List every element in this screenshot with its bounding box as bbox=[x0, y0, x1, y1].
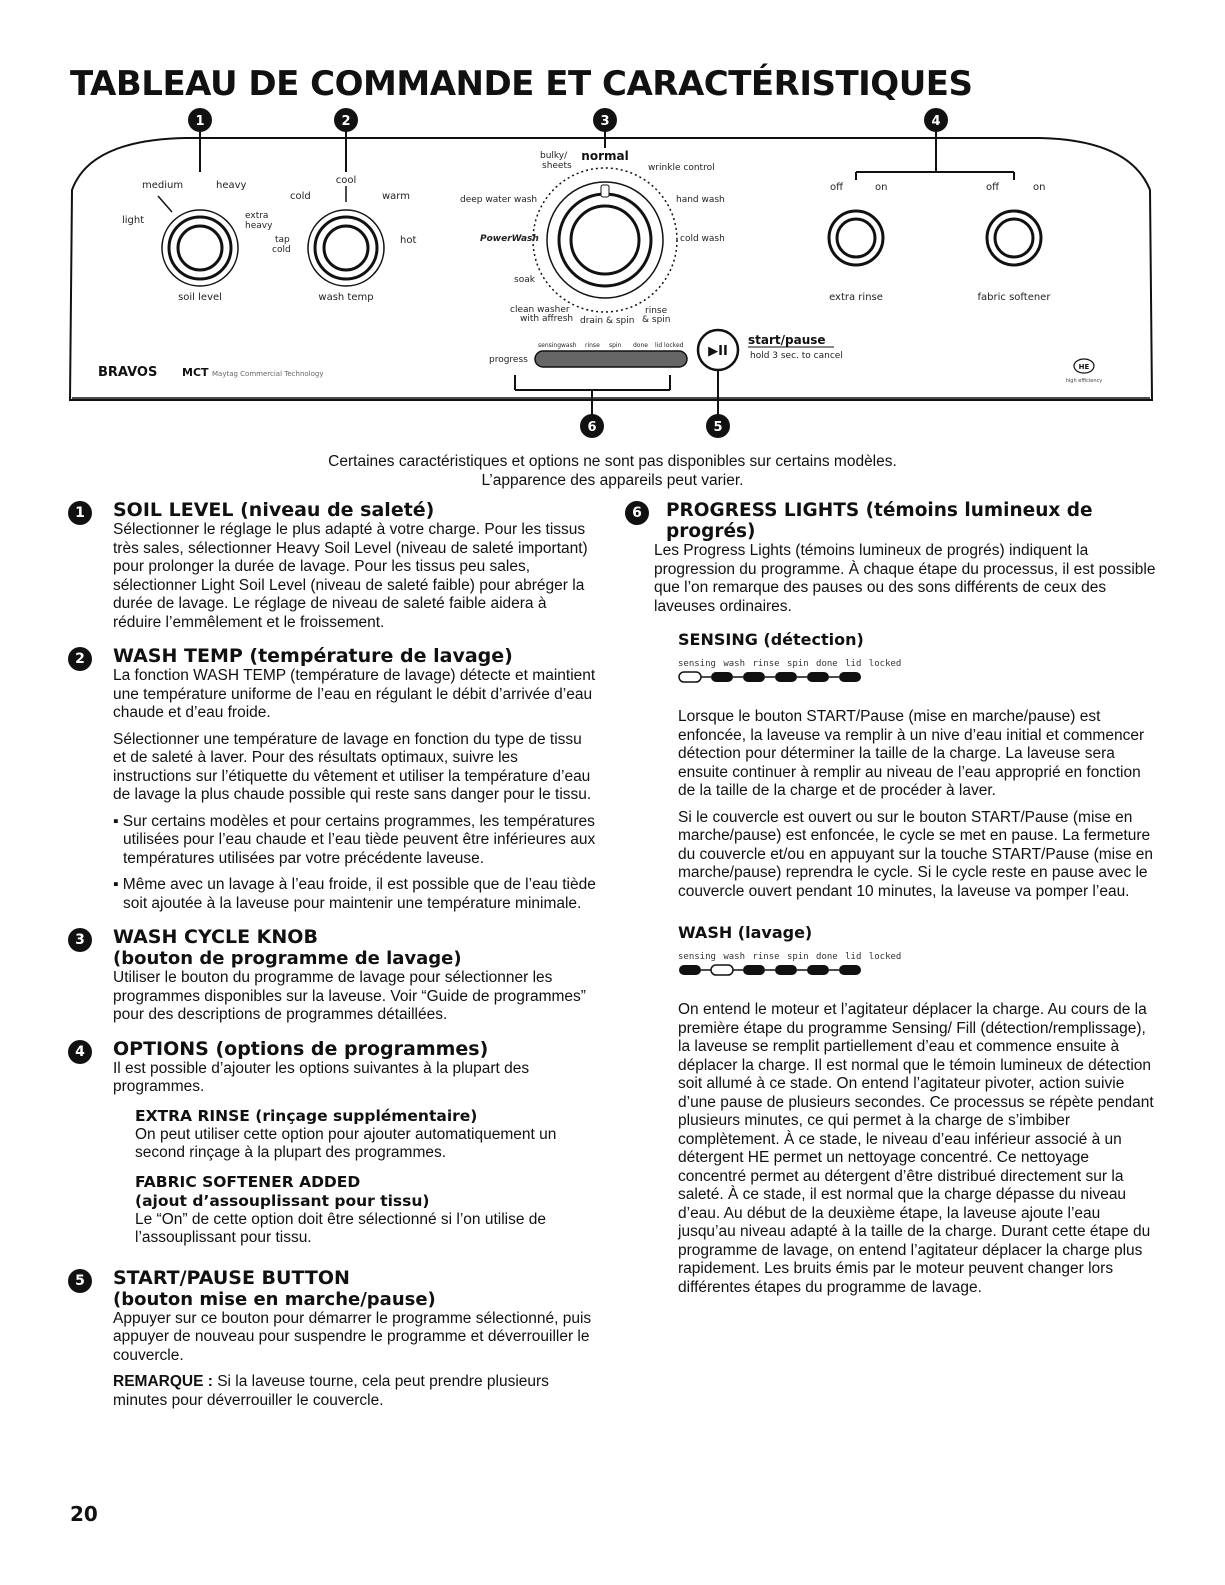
temp-tap-cold-label: cold bbox=[272, 245, 291, 255]
wash-lights bbox=[678, 952, 1160, 983]
disclaimer bbox=[0, 452, 1225, 490]
section-subtitle: (bouton de programme de lavage) bbox=[113, 948, 462, 969]
remark-label: REMARQUE : bbox=[113, 1373, 213, 1390]
mct-subtitle: Maytag Commercial Technology bbox=[212, 370, 324, 378]
wash-paragraph: On entend le moteur et l’agitateur déplacer la charge. Au cours de la première étape du programme Sensing/ Fill (détection/remplissage), la laveuse se remplit partiellement d’eau et commence ensuite à déplacer la charge. Il est normal que le témoin lumineux de détection soit allumé à ce stade. On entend l’agitateur pivoter, action suivie d’une pause de plusieurs secondes. Ce processus se répète pendant plusieurs minutes, ce qui permet à la charge de s’imbiber complètement. À ce stade, le niveau d’eau inférieur associé à un détergent HE permet un nettoyage concentré. Ce nettoyage concentré permet au détergent d’être distribué directement sur la saleté. À ce stade, il est normal que la charge dépasse du niveau d’eau. Au début de la deuxième étape, la laveuse ajoute l’eau jusqu’au niveau adapté à la taille de la charge. Durant cette étape du programme de lavage, on entend l’agitateur déplacer la charge plus rapidement. Les bruits émis par le moteur peuvent changer lors différentes étapes du programme de lavage. bbox=[678, 1001, 1154, 1296]
section-number-badge: 2 bbox=[68, 647, 92, 671]
option-paragraph: Le “On” de cette option doit être sélectionné si l’on utilise de l’assouplissant pour tissu. bbox=[135, 1210, 546, 1246]
section-title: WASH TEMP (température de lavage) bbox=[113, 645, 513, 667]
control-panel-illustration bbox=[0, 100, 1225, 445]
section-paragraph: Les Progress Lights (témoins lumineux de progrés) indiquent la progression du programme. À chaque étape du processus, il est possible que l’on remarque des pauses ou des sons différents de ceux des laveuses ordinaires. bbox=[654, 542, 1156, 615]
light-pill-on bbox=[775, 965, 797, 975]
sensing-title: SENSING (détection) bbox=[678, 630, 864, 649]
cycle-bulky-label: bulky/ bbox=[540, 151, 568, 161]
section-paragraph: Il est possible d’ajouter les options suivantes à la plupart des programmes. bbox=[113, 1059, 530, 1095]
cycle-clean-affresh-label: with affresh bbox=[520, 314, 574, 324]
cycle-clean-washer-label: clean washer bbox=[510, 305, 570, 315]
option-extra-rinse bbox=[113, 1107, 598, 1163]
soil-extra-label: extra bbox=[245, 211, 269, 221]
progress-step-label: done bbox=[633, 342, 648, 349]
temp-cold-label: cold bbox=[290, 191, 311, 202]
cycle-rinse-label: rinse bbox=[645, 306, 668, 316]
play-pause-icon: ▶II bbox=[708, 344, 728, 359]
sensing-paragraph: Si le couvercle est ouvert ou sur le bouton START/Pause (mise en marche/pause) est enfoncée, le cycle se met en pause. La fermeture du couvercle et/ou en appuyant sur la touche START/Pause (mise en marche/pause) reprendra le cycle. Si le cycle reste en pause avec le couvercle ouvert pendant 10 minutes, la laveuse va pomper l’eau. bbox=[678, 808, 1154, 900]
disclaimer-line-2: L’apparence des appareils peut varier. bbox=[481, 472, 744, 489]
light-pill-on bbox=[807, 965, 829, 975]
section-subtitle: (bouton mise en marche/pause) bbox=[113, 1288, 436, 1310]
progress-step-label: lid locked bbox=[655, 342, 684, 349]
temp-warm-label: warm bbox=[382, 191, 410, 202]
remark-paragraph bbox=[113, 1373, 598, 1410]
fabric-softener-off-label: off bbox=[986, 182, 1000, 193]
section-number-badge: 1 bbox=[68, 501, 92, 525]
fabric-softener-label: fabric softener bbox=[977, 292, 1051, 303]
bullet-item: ▪ Même avec un lavage à l’eau froide, il est possible que de l’eau tiède soit ajoutée à la laveuse pour maintenir une température minimale. bbox=[113, 876, 596, 912]
page-title: TABLEAU DE COMMANDE ET CARACTÉRISTIQUES bbox=[70, 64, 973, 104]
cycle-sheets-label: sheets bbox=[542, 161, 572, 171]
callout-5-number: 5 bbox=[713, 420, 723, 435]
section-paragraph: Appuyer sur ce bouton pour démarrer le programme sélectionné, puis appuyer de nouveau pour suspendre le programme et déverrouiller le couvercle. bbox=[113, 1309, 592, 1364]
soil-extra-heavy-label: heavy bbox=[245, 221, 273, 231]
extra-rinse-on-label: on bbox=[875, 182, 888, 193]
cycle-powerwash-label: PowerWash bbox=[480, 234, 539, 244]
section-paragraph: Sélectionner une température de lavage en fonction du type de tissu et de saleté à laver. Pour des résultats optimaux, suivre les instructions sur l’étiquette du vêtement et utiliser la température d’eau de lavage la plus chaude possible qui reste sans danger pour le tissu. bbox=[113, 730, 592, 803]
section-title: OPTIONS (options de programmes) bbox=[113, 1037, 489, 1060]
cycle-soak-label: soak bbox=[514, 275, 535, 285]
extra-rinse-off-label: off bbox=[830, 182, 844, 193]
option-title: (ajout d’assouplissant pour tissu) bbox=[135, 1191, 430, 1210]
progress-step-label: spin bbox=[609, 342, 622, 349]
wash-block bbox=[640, 923, 1160, 1297]
brand-logo: BRAVOS bbox=[98, 365, 158, 380]
temp-cool-label: cool bbox=[335, 175, 357, 186]
option-fabric-softener bbox=[113, 1173, 598, 1248]
cycle-wrinkle-label: wrinkle control bbox=[648, 163, 715, 173]
soil-level-label: soil level bbox=[178, 292, 222, 303]
section-paragraph: La fonction WASH TEMP (température de lavage) détecte et maintient une température uniforme de l’eau en régulant le débit d’arrivée d’eau chaude et d’eau froide. bbox=[113, 667, 596, 721]
section-paragraph: Sélectionner le réglage le plus adapté à votre charge. Pour les tissus très sales, sélectionner Heavy Soil Level (niveau de saleté important) pour prolonger la durée de lavage. Pour les tissus peu sales, sélectionner Light Soil Level (niveau de saleté faible) pour abréger la durée de lavage. Le réglage de niveau de saleté faible aidera à réduire l’emmêlement et le froissement. bbox=[113, 521, 588, 631]
light-pill-wash-off bbox=[711, 965, 733, 975]
sensing-block bbox=[640, 630, 1160, 901]
section-number-badge: 4 bbox=[68, 1040, 92, 1064]
cycle-cold-wash-label: cold wash bbox=[680, 234, 725, 244]
mct-logo: MCT bbox=[182, 366, 209, 379]
section-number-badge: 3 bbox=[68, 928, 92, 952]
option-paragraph: On peut utiliser cette option pour ajouter automatiquement un second rinçage à la plupart des programmes. bbox=[135, 1125, 557, 1161]
start-pause-sublabel: hold 3 sec. to cancel bbox=[750, 351, 843, 361]
progress-label: progress bbox=[489, 355, 528, 365]
light-pill-sensing-off bbox=[679, 672, 701, 682]
progress-step-label: rinse bbox=[585, 342, 600, 349]
light-pill-on bbox=[839, 672, 861, 682]
section-wash-cycle-knob bbox=[68, 927, 598, 1025]
section-wash-temp bbox=[68, 646, 598, 913]
option-title: FABRIC SOFTENER ADDED bbox=[135, 1172, 361, 1191]
section-start-pause bbox=[68, 1268, 598, 1411]
extra-rinse-label: extra rinse bbox=[829, 292, 883, 303]
sensing-paragraph: Lorsque le bouton START/Pause (mise en marche/pause) est enfoncée, la laveuse va remplir à un nive d’eau initial et commencer détection pour déterminer la taille de la charge. La laveuse sera ensuite continuer à remplir au niveau de l’eau approprié en fonction de la taille de la charge et de procéder à laver. bbox=[678, 708, 1145, 799]
wash-light-row bbox=[678, 962, 888, 978]
light-pill-on bbox=[775, 672, 797, 682]
callout-3-number: 3 bbox=[600, 114, 610, 129]
section-title: SOIL LEVEL (niveau de saleté) bbox=[113, 499, 435, 521]
bullet-item: ▪ Sur certains modèles et pour certains programmes, les températures utilisées pour l’eau chaude et l’eau tiède peuvent être inférieures aux températures utilisées par votre précédente laveuse. bbox=[113, 812, 596, 867]
left-column bbox=[68, 500, 598, 1424]
callout-2-number: 2 bbox=[341, 114, 351, 129]
progress-step-label: sensing bbox=[538, 342, 562, 349]
cycle-deep-water-label: deep water wash bbox=[460, 195, 538, 205]
section-soil-level bbox=[68, 500, 598, 632]
soil-medium-label: medium bbox=[142, 180, 184, 191]
start-pause-label: start/pause bbox=[748, 333, 826, 347]
light-pill-on bbox=[711, 672, 733, 682]
light-pill-on bbox=[743, 672, 765, 682]
sensing-light-row bbox=[678, 669, 888, 685]
progress-step-labels bbox=[538, 342, 684, 349]
section-number-badge: 5 bbox=[68, 1269, 92, 1293]
callout-1-number: 1 bbox=[195, 114, 205, 129]
temp-hot-label: hot bbox=[400, 235, 417, 246]
section-paragraph: Utiliser le bouton du programme de lavage pour sélectionner les programmes disponibles sur la laveuse. Voir “Guide de programmes” pour des descriptions de programmes détaillées. bbox=[113, 969, 586, 1023]
callout-6-number: 6 bbox=[587, 420, 597, 435]
temp-tap-label: tap bbox=[275, 235, 290, 245]
he-subtitle: high efficiency bbox=[1065, 378, 1103, 384]
light-pill-on bbox=[679, 965, 701, 975]
section-title: WASH CYCLE KNOB bbox=[113, 926, 318, 948]
light-pill-on bbox=[839, 965, 861, 975]
section-progress-lights bbox=[632, 500, 1160, 1297]
fabric-softener-on-label: on bbox=[1033, 182, 1046, 193]
sensing-step-labels: sensing wash rinse spin done lid locked bbox=[678, 659, 902, 669]
cycle-normal-label: normal bbox=[581, 149, 629, 163]
section-title: PROGRESS LIGHTS (témoins lumineux de progrés) bbox=[666, 500, 1093, 542]
callout-4-number: 4 bbox=[931, 114, 941, 129]
section-number-badge: 6 bbox=[625, 501, 649, 525]
option-title: EXTRA RINSE (rinçage supplémentaire) bbox=[135, 1106, 478, 1125]
wash-title: WASH (lavage) bbox=[678, 923, 813, 942]
sensing-lights bbox=[678, 659, 1160, 690]
remark-text: Si la laveuse tourne, cela peut prendre plusieurs minutes pour déverrouiller le couvercle. bbox=[113, 1373, 549, 1409]
light-pill-on bbox=[807, 672, 829, 682]
soil-light-label: light bbox=[122, 215, 145, 226]
cycle-hand-wash-label: hand wash bbox=[676, 195, 725, 205]
disclaimer-line-1: Certaines caractéristiques et options ne sont pas disponibles sur certains modèles. bbox=[328, 453, 897, 470]
right-column bbox=[632, 500, 1160, 1311]
cycle-drain-spin-label: drain & spin bbox=[580, 316, 635, 326]
section-options bbox=[68, 1039, 598, 1248]
soil-heavy-label: heavy bbox=[216, 180, 247, 191]
cycle-rinse-spin-label: & spin bbox=[642, 315, 671, 325]
section-title: START/PAUSE BUTTON bbox=[113, 1266, 350, 1289]
page-number: 20 bbox=[70, 1502, 98, 1526]
he-logo: HE bbox=[1078, 363, 1090, 371]
wash-step-labels: sensing wash rinse spin done lid locked bbox=[678, 952, 902, 962]
progress-step-label: wash bbox=[561, 342, 577, 349]
light-pill-on bbox=[743, 965, 765, 975]
wash-temp-label: wash temp bbox=[318, 292, 374, 303]
